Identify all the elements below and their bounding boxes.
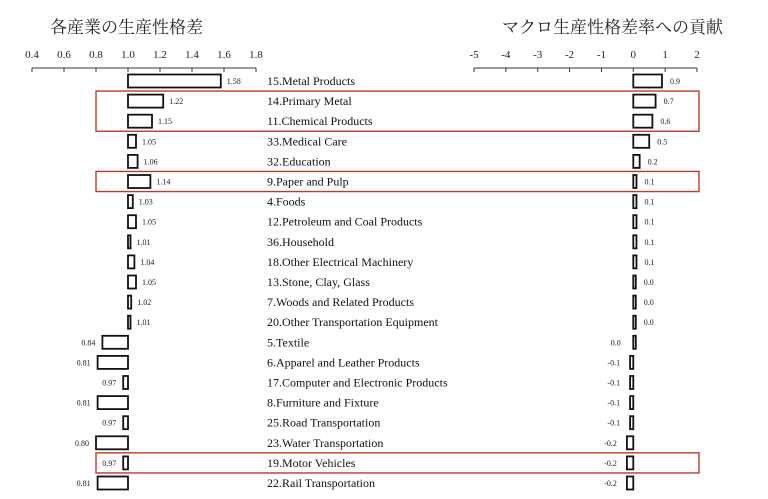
right-bar (630, 356, 633, 369)
right-bar (630, 416, 633, 429)
right-tick-label: -5 (469, 49, 479, 61)
right-tick-label: 0 (630, 49, 637, 61)
right-value-label: 0.2 (647, 157, 658, 167)
right-tick-label: -2 (564, 49, 575, 61)
left-bar (128, 235, 131, 248)
left-bar (128, 195, 133, 208)
left-value-label: 1.05 (142, 278, 156, 287)
chart-row (128, 195, 654, 209)
category-label: 14.Primary Metal (267, 94, 352, 109)
right-value-label: 0.5 (657, 137, 668, 147)
right-chart-title: マクロ生産性格差率への貢献 (502, 18, 723, 38)
right-value-label: 0.0 (643, 318, 654, 328)
highlight-box (96, 171, 699, 191)
right-bar (633, 135, 649, 148)
right-value-label: 0.7 (663, 97, 674, 107)
category-label: 19.Motor Vehicles (267, 455, 356, 470)
left-value-label: 0.97 (102, 418, 117, 428)
chart-row (128, 295, 654, 309)
chart-row (128, 175, 654, 189)
category-label: 8.Furniture and Fixture (267, 395, 379, 410)
right-bar (633, 336, 636, 349)
left-value-label: 1.01 (136, 237, 151, 247)
right-bar (633, 75, 662, 88)
left-value-label: 1.58 (226, 77, 241, 86)
left-tick-label: 1.2 (153, 49, 167, 61)
left-chart-title: 各産業の生産性格差 (50, 18, 203, 38)
left-value-label: 0.84 (81, 338, 96, 348)
left-bar (128, 276, 136, 289)
left-bar (102, 336, 128, 349)
right-value-label: -0.1 (607, 358, 621, 368)
right-bar (633, 296, 636, 309)
left-value-label: 0.81 (76, 398, 91, 408)
chart-row (128, 94, 674, 108)
chart-row (81, 335, 635, 349)
category-label: 32.Education (267, 154, 331, 169)
left-value-label: 0.81 (76, 479, 91, 488)
chart-row (128, 275, 654, 289)
left-bar (98, 396, 128, 409)
right-bar (633, 95, 655, 108)
chart-row (128, 215, 654, 229)
category-label: 9.Paper and Pulp (267, 174, 349, 189)
right-value-label: -0.1 (607, 398, 621, 408)
category-label: 6.Apparel and Leather Products (267, 355, 420, 370)
right-bar (633, 115, 652, 128)
left-bar (128, 75, 221, 88)
chart-row (128, 315, 654, 329)
left-value-label: 1.15 (158, 117, 172, 127)
right-tick-label: -1 (596, 49, 607, 61)
left-x-axis (25, 49, 263, 72)
right-value-label: 0.1 (644, 197, 655, 207)
left-bar (128, 255, 134, 268)
left-bar (128, 296, 131, 309)
category-label: 17.Computer and Electronic Products (267, 375, 448, 390)
left-bar (98, 477, 128, 490)
category-label: 25.Road Transportation (267, 415, 381, 430)
left-bar (96, 436, 128, 449)
right-tick-label: 2 (694, 49, 700, 61)
right-value-label: -0.1 (607, 378, 621, 388)
chart-row (128, 235, 654, 249)
left-bar (123, 416, 128, 429)
left-bar (128, 115, 152, 128)
chart-row (102, 376, 633, 390)
left-value-label: 1.03 (138, 197, 153, 207)
right-value-label: 0.1 (644, 257, 655, 267)
right-bar (627, 477, 633, 490)
right-bar (627, 436, 633, 449)
right-value-label: -0.1 (607, 418, 621, 428)
category-label: 22.Rail Transportation (267, 476, 376, 490)
chart-row (128, 154, 658, 168)
right-bar (630, 376, 633, 389)
category-label: 33.Medical Care (267, 134, 347, 149)
chart-row (128, 255, 654, 269)
category-label: 4.Foods (267, 194, 306, 209)
chart-row (77, 476, 634, 490)
right-x-axis (469, 49, 699, 72)
right-value-label: 0.1 (644, 217, 655, 227)
chart-row (128, 74, 680, 88)
chart-row (77, 396, 634, 410)
right-tick-label: 1 (662, 49, 668, 61)
chart-row (128, 114, 670, 128)
category-label: 13.Stone, Clay, Glass (267, 275, 370, 289)
left-tick-label: 1.6 (217, 49, 231, 61)
highlight-box (96, 91, 699, 131)
right-bar (633, 255, 636, 268)
left-bar (98, 356, 128, 369)
category-label: 11.Chemical Products (267, 114, 373, 129)
right-value-label: -0.2 (604, 479, 617, 488)
category-label: 36.Household (267, 234, 334, 249)
right-value-label: -0.2 (604, 458, 617, 468)
left-tick-label: 0.6 (57, 49, 71, 61)
right-value-label: 0.0 (643, 298, 654, 308)
category-label: 5.Textile (267, 335, 310, 350)
left-bar (128, 95, 163, 108)
right-bar (627, 456, 633, 469)
right-bar (633, 175, 636, 188)
left-bar (123, 376, 128, 389)
right-tick-label: -4 (501, 49, 511, 61)
right-value-label: -0.2 (604, 438, 617, 448)
left-value-label: 0.97 (102, 458, 117, 468)
category-label: 20.Other Transportation Equipment (267, 315, 438, 330)
left-value-label: 1.05 (142, 137, 156, 147)
right-value-label: 0.1 (644, 177, 655, 187)
left-tick-label: 0.4 (25, 49, 39, 61)
right-bar (630, 396, 633, 409)
right-value-label: 0.9 (669, 77, 680, 86)
left-bar (128, 135, 136, 148)
category-label: 18.Other Electrical Machinery (267, 254, 414, 269)
chart-row (77, 355, 634, 369)
left-value-label: 1.02 (137, 298, 152, 308)
left-bar (128, 215, 136, 228)
right-value-label: 0.1 (644, 237, 655, 247)
right-tick-label: -3 (533, 49, 543, 61)
chart-row (102, 456, 633, 470)
right-bar (633, 215, 636, 228)
left-bar (128, 175, 150, 188)
chart-row (75, 436, 633, 450)
left-tick-label: 1.0 (121, 49, 135, 61)
right-bar (633, 276, 636, 289)
right-value-label: 0.0 (643, 278, 654, 287)
chart-row (128, 134, 667, 148)
left-value-label: 1.05 (142, 217, 156, 227)
left-bar (123, 456, 128, 469)
left-value-label: 1.01 (136, 318, 151, 328)
chart-row (102, 416, 633, 430)
right-bar (633, 195, 636, 208)
left-value-label: 1.04 (140, 257, 155, 267)
highlight-boxes (96, 91, 699, 473)
left-value-label: 1.22 (169, 97, 184, 107)
left-value-label: 0.81 (76, 358, 91, 368)
category-label: 23.Water Transportation (267, 435, 384, 450)
left-value-label: 1.14 (156, 177, 171, 187)
left-tick-label: 0.8 (89, 49, 103, 61)
left-value-label: 1.06 (143, 157, 158, 167)
category-label: 7.Woods and Related Products (267, 295, 415, 310)
right-bar (633, 155, 639, 168)
left-tick-label: 1.4 (185, 49, 199, 61)
category-label: 12.Petroleum and Coal Products (267, 214, 423, 229)
right-bar (633, 316, 636, 329)
left-bar (128, 155, 138, 168)
left-value-label: 0.80 (75, 438, 89, 448)
right-bar (633, 235, 636, 248)
chart-rows (75, 74, 680, 490)
right-value-label: 0.0 (610, 338, 621, 348)
category-label: 15.Metal Products (267, 74, 355, 88)
left-value-label: 0.97 (102, 378, 117, 388)
left-tick-label: 1.8 (249, 49, 263, 61)
left-bar (128, 316, 131, 329)
right-value-label: 0.6 (660, 117, 671, 127)
